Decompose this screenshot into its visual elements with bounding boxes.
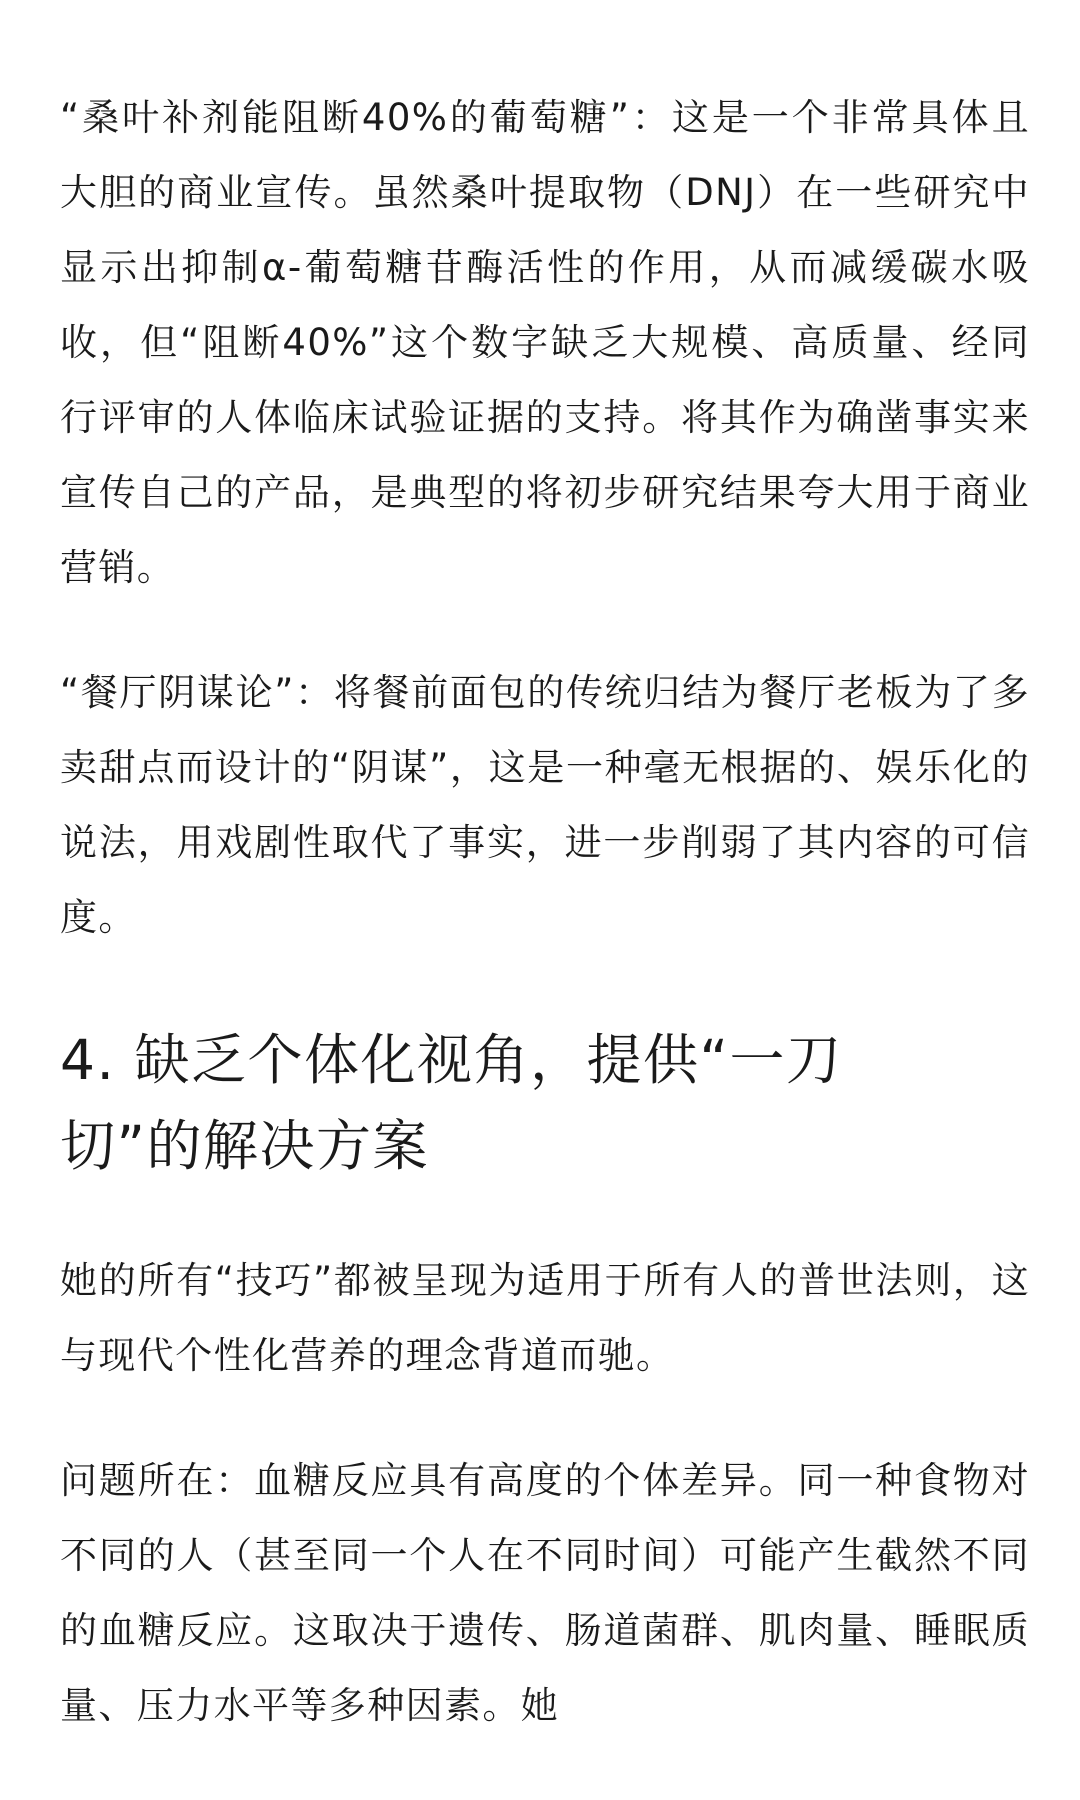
paragraph-restaurant-conspiracy: “餐厅阴谋论”：将餐前面包的传统归结为餐厅老板为了多卖甜点而设计的“阴谋”，这是一种毫无根据的、娱乐化的说法，用戏剧性取代了事实，进一步削弱了其内容的可信度。 xyxy=(60,671,1030,939)
paragraph-mulberry-claim: “桑叶补剂能阻断40%的葡萄糖”：这是一个非常具体且大胆的商业宣传。虽然桑叶提取物（DNJ）在一些研究中显示出抑制α-葡萄糖苷酶活性的作用，从而减缓碳水吸收，但“阻断40%”这个数字缺乏大规模、高质量、经同行评审的人体临床试验证据的支持。将其作为确凿事实来宣传自己的产品，是典型的将初步研究结果夸大用于商业营销。 xyxy=(60,96,1030,589)
article-body xyxy=(60,80,1030,1743)
paragraph-individual-differences: 问题所在：血糖反应具有高度的个体差异。同一种食物对不同的人（甚至同一个人在不同时间）可能产生截然不同的血糖反应。这取决于遗传、肠道菌群、肌肉量、睡眠质量、压力水平等多种因素。她 xyxy=(60,1459,1030,1727)
section-heading: 4. 缺乏个体化视角，提供“一刀切”的解决方案 xyxy=(60,1028,843,1178)
paragraph-universal-rules: 她的所有“技巧”都被呈现为适用于所有人的普世法则，这与现代个性化营养的理念背道而驰。 xyxy=(60,1259,1030,1377)
